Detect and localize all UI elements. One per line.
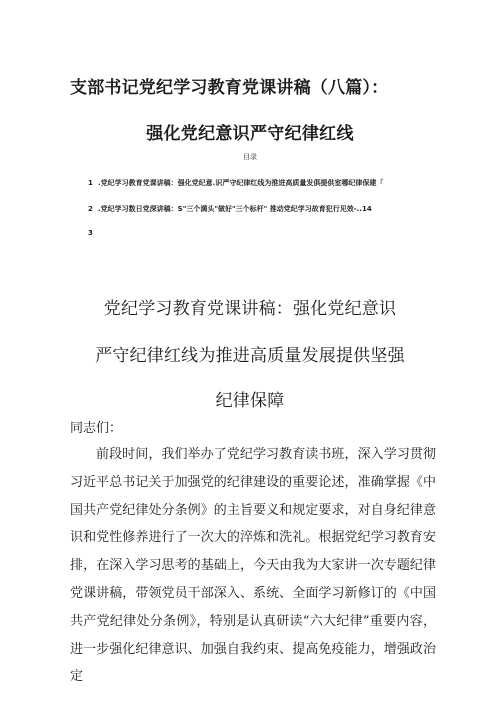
toc-item-number: 3	[88, 229, 93, 237]
section-title-line-1: 党纪学习教育党课讲稿：强化党纪意识	[103, 299, 397, 319]
greeting: 同志们：	[70, 421, 123, 436]
toc-item-text: .党纪学习数日党深讲稿：S"三个満头"做好"三个标杆" 推动党纪学习故育犯行见效-..14	[98, 205, 372, 213]
section-title-line-2: 严守纪律红线为推进高质量发展提供坚强	[95, 346, 405, 366]
toc-item-number: 1	[88, 179, 93, 187]
toc-item-3[interactable]	[88, 229, 98, 237]
toc-item-1[interactable]	[88, 178, 383, 188]
toc-item-text: .党纪学习教育党课讲稿：强化党纪意.识严守纪律红线为推进高质量发俱提供室哪纪律保建「	[98, 179, 384, 187]
toc-item-2[interactable]	[88, 204, 372, 214]
toc-item-number: 2	[88, 205, 93, 213]
main-title: 支部书记党纪学习教育党课讲稿（八篇）：	[70, 78, 389, 98]
sub-title: 强化党纪意识严守纪律红线	[146, 124, 354, 144]
body-paragraph: 前段时间，我们举办了党纪学习教育读书班，深入学习贯彻习近平总书记关于加强党的纪律建设的重要论述，准确掌握《中国共产党纪律处分条例》的主旨要义和规定要求，对自身纪律意识和党性修养进行了一次大的淬炼和洗礼。根据党纪学习教育安排，在深入学习思考的基础上，今天由我为大家讲一次专题纪律党课讲稿，带领党员干部深入、系统、全面学习新修订的《中国共产党纪律处分条例》，特别是认真研读“六大纪律”重要内容，进一步强化纪律意识、加强自我约束、提高免疫能力，增强政治定	[70, 447, 436, 685]
toc-heading: 目录	[243, 153, 257, 161]
section-title-line-3: 纪律保障	[215, 391, 285, 411]
